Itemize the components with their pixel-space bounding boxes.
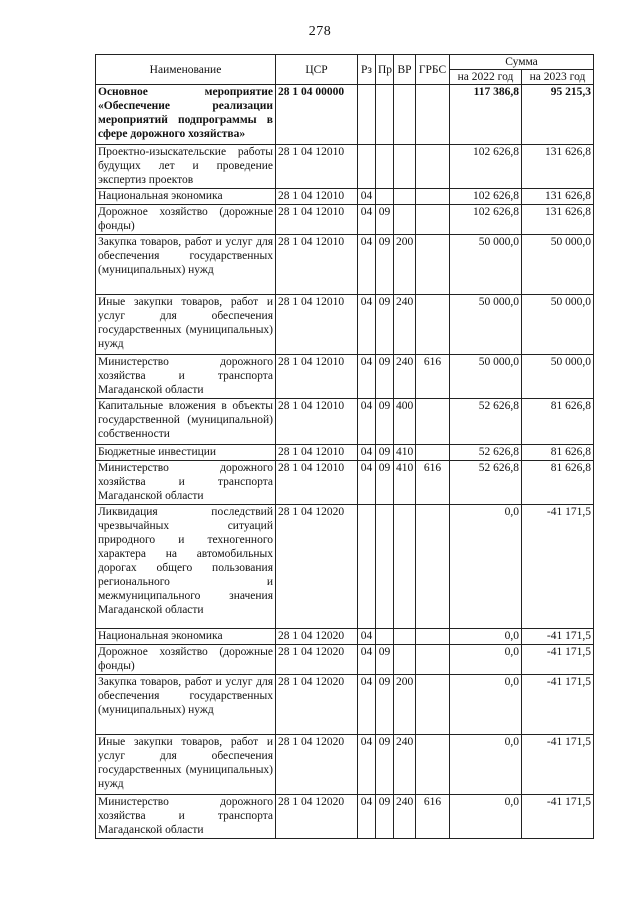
row-rz: 04 <box>358 629 376 645</box>
row-name: Бюджетные инвестиции <box>96 445 276 461</box>
table-row <box>96 355 594 399</box>
row-grbs <box>416 205 450 235</box>
row-sum-2022: 50 000,0 <box>450 295 522 355</box>
row-grbs <box>416 645 450 675</box>
row-vr <box>394 645 416 675</box>
row-name: Проектно-изыскательские работы будущих лет и проведение экспертиз проектов <box>96 145 276 189</box>
row-sum-2023: 81 626,8 <box>522 399 594 445</box>
row-vr <box>394 145 416 189</box>
col-header-2022: на 2022 год <box>450 70 522 85</box>
row-csr: 28 1 04 12010 <box>276 295 358 355</box>
row-sum-2023: -41 171,5 <box>522 795 594 839</box>
row-rz <box>358 505 376 629</box>
row-pr: 09 <box>376 355 394 399</box>
row-sum-2022: 102 626,8 <box>450 189 522 205</box>
row-sum-2023: 95 215,3 <box>522 85 594 145</box>
table-row <box>96 399 594 445</box>
row-csr: 28 1 04 12010 <box>276 399 358 445</box>
table-row <box>96 461 594 505</box>
row-pr: 09 <box>376 235 394 295</box>
row-pr: 09 <box>376 675 394 735</box>
row-vr: 410 <box>394 445 416 461</box>
row-pr <box>376 629 394 645</box>
page-number: 278 <box>308 24 332 39</box>
row-csr: 28 1 04 12010 <box>276 461 358 505</box>
row-sum-2022: 52 626,8 <box>450 399 522 445</box>
row-csr: 28 1 04 12020 <box>276 629 358 645</box>
row-sum-2023: 50 000,0 <box>522 295 594 355</box>
row-grbs <box>416 505 450 629</box>
table-row <box>96 445 594 461</box>
header-row <box>96 55 594 70</box>
row-vr: 240 <box>394 295 416 355</box>
row-grbs <box>416 295 450 355</box>
row-vr: 240 <box>394 735 416 795</box>
table-row <box>96 645 594 675</box>
row-name: Министерство дорожного хозяйства и транспорта Магаданской области <box>96 355 276 399</box>
row-pr: 09 <box>376 205 394 235</box>
row-name: Капитальные вложения в объекты государственной (муниципальной) собственности <box>96 399 276 445</box>
row-csr: 28 1 04 12010 <box>276 205 358 235</box>
row-sum-2023: 131 626,8 <box>522 205 594 235</box>
row-grbs <box>416 189 450 205</box>
row-rz <box>358 85 376 145</box>
row-csr: 28 1 04 12020 <box>276 645 358 675</box>
row-csr: 28 1 04 12010 <box>276 445 358 461</box>
row-name: Ликвидация последствий чрезвычайных ситуаций природного и техногенного характера на автомобильных дорогах общего пользования регионального и межмуниципального значения Магаданской области <box>96 505 276 629</box>
col-header-2023: на 2023 год <box>522 70 594 85</box>
row-pr <box>376 505 394 629</box>
row-rz: 04 <box>358 235 376 295</box>
row-pr <box>376 145 394 189</box>
row-grbs: 616 <box>416 795 450 839</box>
table-row <box>96 205 594 235</box>
table-row <box>96 145 594 189</box>
col-header-rz: Рз <box>358 55 376 85</box>
col-header-sum: Сумма <box>450 55 594 70</box>
row-sum-2022: 117 386,8 <box>450 85 522 145</box>
row-name: Дорожное хозяйство (дорожные фонды) <box>96 645 276 675</box>
row-rz: 04 <box>358 645 376 675</box>
row-pr <box>376 85 394 145</box>
row-sum-2022: 102 626,8 <box>450 145 522 189</box>
row-rz: 04 <box>358 735 376 795</box>
row-grbs <box>416 735 450 795</box>
row-sum-2023: -41 171,5 <box>522 675 594 735</box>
row-vr <box>394 189 416 205</box>
row-sum-2023: 50 000,0 <box>522 235 594 295</box>
row-name: Национальная экономика <box>96 189 276 205</box>
row-grbs <box>416 629 450 645</box>
row-sum-2022: 52 626,8 <box>450 461 522 505</box>
row-vr: 400 <box>394 399 416 445</box>
row-grbs <box>416 399 450 445</box>
row-csr: 28 1 04 12010 <box>276 189 358 205</box>
table-row <box>96 795 594 839</box>
row-pr: 09 <box>376 445 394 461</box>
row-pr: 09 <box>376 399 394 445</box>
row-name: Министерство дорожного хозяйства и транспорта Магаданской области <box>96 795 276 839</box>
budget-table <box>95 54 594 839</box>
row-rz: 04 <box>358 399 376 445</box>
row-sum-2022: 0,0 <box>450 645 522 675</box>
table-row <box>96 189 594 205</box>
row-vr <box>394 85 416 145</box>
row-grbs <box>416 235 450 295</box>
table-row <box>96 295 594 355</box>
row-rz: 04 <box>358 445 376 461</box>
row-name: Дорожное хозяйство (дорожные фонды) <box>96 205 276 235</box>
row-csr: 28 1 04 12020 <box>276 505 358 629</box>
row-sum-2023: -41 171,5 <box>522 735 594 795</box>
table-row <box>96 85 594 145</box>
row-sum-2022: 0,0 <box>450 505 522 629</box>
row-sum-2023: 50 000,0 <box>522 355 594 399</box>
row-pr: 09 <box>376 735 394 795</box>
row-sum-2022: 50 000,0 <box>450 235 522 295</box>
row-name: Иные закупки товаров, работ и услуг для обеспечения государственных (муниципальных) нужд <box>96 295 276 355</box>
row-sum-2022: 0,0 <box>450 675 522 735</box>
row-csr: 28 1 04 12010 <box>276 355 358 399</box>
row-vr: 200 <box>394 235 416 295</box>
row-csr: 28 1 04 12020 <box>276 795 358 839</box>
row-rz: 04 <box>358 795 376 839</box>
row-pr: 09 <box>376 295 394 355</box>
col-header-csr: ЦСР <box>276 55 358 85</box>
row-rz: 04 <box>358 205 376 235</box>
row-rz: 04 <box>358 295 376 355</box>
table-row <box>96 629 594 645</box>
row-rz: 04 <box>358 461 376 505</box>
row-sum-2022: 50 000,0 <box>450 355 522 399</box>
row-grbs <box>416 675 450 735</box>
row-vr <box>394 629 416 645</box>
row-vr: 200 <box>394 675 416 735</box>
row-sum-2023: -41 171,5 <box>522 645 594 675</box>
row-sum-2022: 102 626,8 <box>450 205 522 235</box>
table-body <box>96 85 594 839</box>
table-row <box>96 735 594 795</box>
table-row <box>96 235 594 295</box>
row-rz: 04 <box>358 675 376 735</box>
row-sum-2023: -41 171,5 <box>522 505 594 629</box>
row-csr: 28 1 04 12010 <box>276 145 358 189</box>
table-row <box>96 675 594 735</box>
row-grbs <box>416 145 450 189</box>
row-sum-2022: 52 626,8 <box>450 445 522 461</box>
row-name: Основное мероприятие «Обеспечение реализации мероприятий подпрограммы в сфере дорожного хозяйства» <box>96 85 276 145</box>
row-rz: 04 <box>358 355 376 399</box>
row-name: Закупка товаров, работ и услуг для обеспечения государственных (муниципальных) нужд <box>96 675 276 735</box>
row-name: Иные закупки товаров, работ и услуг для обеспечения государственных (муниципальных) нужд <box>96 735 276 795</box>
col-header-vr: ВР <box>394 55 416 85</box>
row-name: Национальная экономика <box>96 629 276 645</box>
row-grbs: 616 <box>416 355 450 399</box>
row-vr: 240 <box>394 795 416 839</box>
row-grbs <box>416 445 450 461</box>
col-header-pr: Пр <box>376 55 394 85</box>
row-sum-2023: 81 626,8 <box>522 445 594 461</box>
row-csr: 28 1 04 12020 <box>276 675 358 735</box>
row-csr: 28 1 04 00000 <box>276 85 358 145</box>
row-pr: 09 <box>376 795 394 839</box>
row-grbs: 616 <box>416 461 450 505</box>
row-vr <box>394 505 416 629</box>
row-sum-2023: 131 626,8 <box>522 145 594 189</box>
row-csr: 28 1 04 12010 <box>276 235 358 295</box>
table-row <box>96 505 594 629</box>
row-vr: 410 <box>394 461 416 505</box>
row-sum-2023: -41 171,5 <box>522 629 594 645</box>
row-sum-2022: 0,0 <box>450 735 522 795</box>
row-pr: 09 <box>376 645 394 675</box>
row-sum-2022: 0,0 <box>450 795 522 839</box>
row-name: Закупка товаров, работ и услуг для обеспечения государственных (муниципальных) нужд <box>96 235 276 295</box>
row-csr: 28 1 04 12020 <box>276 735 358 795</box>
row-rz: 04 <box>358 189 376 205</box>
row-sum-2023: 131 626,8 <box>522 189 594 205</box>
row-vr <box>394 205 416 235</box>
row-grbs <box>416 85 450 145</box>
row-sum-2023: 81 626,8 <box>522 461 594 505</box>
col-header-name: Наименование <box>96 55 276 85</box>
row-sum-2022: 0,0 <box>450 629 522 645</box>
row-rz <box>358 145 376 189</box>
row-pr: 09 <box>376 461 394 505</box>
row-name: Министерство дорожного хозяйства и транспорта Магаданской области <box>96 461 276 505</box>
col-header-grbs: ГРБС <box>416 55 450 85</box>
row-pr <box>376 189 394 205</box>
row-vr: 240 <box>394 355 416 399</box>
